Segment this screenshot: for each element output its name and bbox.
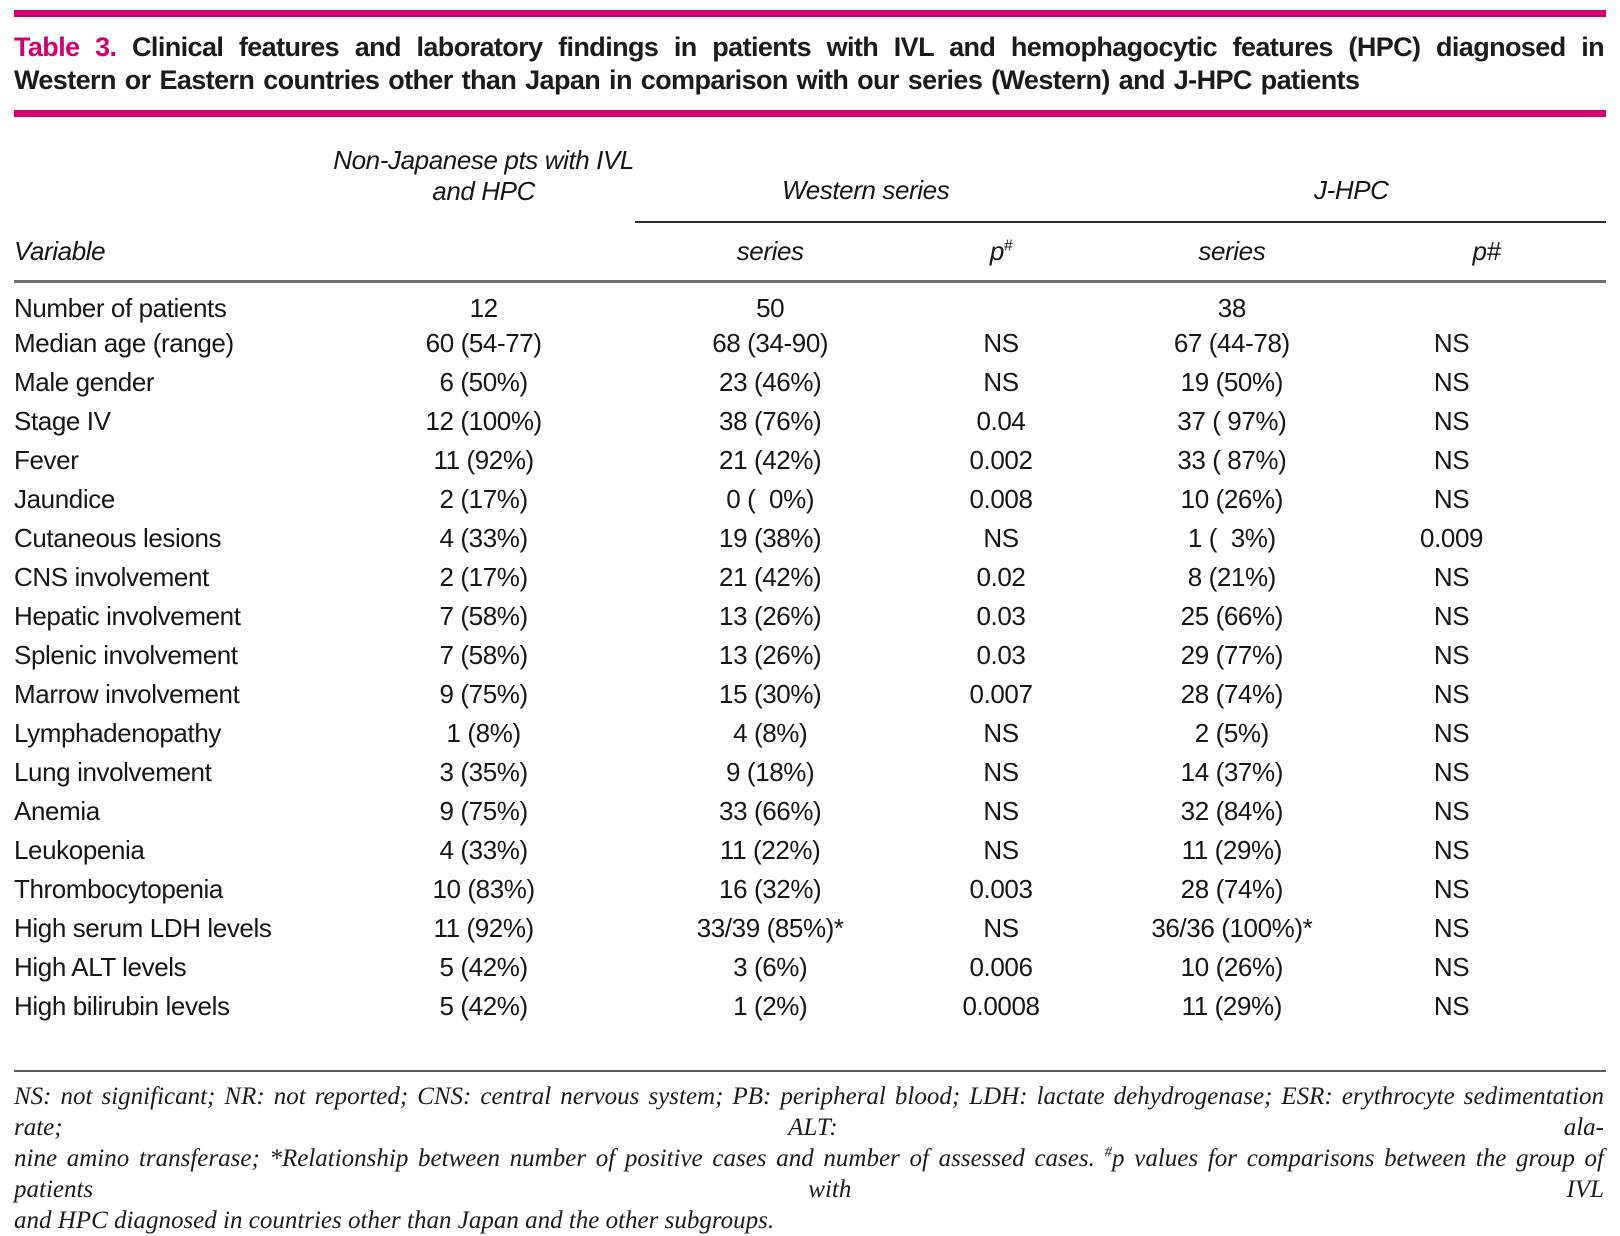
table-row xyxy=(14,675,1606,714)
western-series-value-cell: 15 (30%) xyxy=(719,679,822,709)
jhpc-series-value-cell: 1 ( 3%) xyxy=(1187,523,1276,553)
jhpc-series-value-cell: 32 (84%) xyxy=(1180,796,1283,826)
table-label: Table 3. xyxy=(14,32,117,62)
variable-cell: High serum LDH levels xyxy=(14,913,272,943)
column-header-western-series: series xyxy=(635,222,906,282)
jhpc-series-value-cell: 29 (77%) xyxy=(1180,640,1283,670)
western-series-value-cell: 23 (46%) xyxy=(719,367,822,397)
variable-cell: Splenic involvement xyxy=(14,640,238,670)
western-p-value-cell: 0.006 xyxy=(969,952,1033,982)
footnote-line-1: NS: not significant; NR: not reported; CNS: central nervous system; PB: peripheral blood; LDH: lactate dehydrogenase; ESR: erythrocyte sedimentation rate; ALT: ala- xyxy=(14,1083,1604,1141)
jhpc-p-value-cell: NS xyxy=(1433,601,1470,631)
western-p-value-cell: NS xyxy=(983,796,1019,826)
western-p-label: p xyxy=(989,236,1004,266)
footnote-line-3: and HPC diagnosed in countries other than Japan and the other subgroups. xyxy=(14,1207,775,1234)
variable-cell: High bilirubin levels xyxy=(14,991,230,1021)
western-series-value-cell: 19 (38%) xyxy=(719,523,822,553)
western-p-value-cell xyxy=(905,282,1096,325)
non-japanese-value-cell: 5 (42%) xyxy=(439,952,528,982)
western-series-value-cell: 1 (2%) xyxy=(733,991,808,1021)
variable-cell: Hepatic involvement xyxy=(14,601,241,631)
western-p-value-cell: 0.003 xyxy=(969,874,1033,904)
non-japanese-value-cell: 6 (50%) xyxy=(439,367,528,397)
non-japanese-value-cell: 12 (100%) xyxy=(425,406,542,436)
group-header-spacer xyxy=(14,123,332,222)
western-series-value-cell: 3 (6%) xyxy=(733,952,808,982)
jhpc-series-value-cell: 8 (21%) xyxy=(1187,562,1276,592)
non-japanese-value-cell: 4 (33%) xyxy=(439,835,528,865)
western-p-value-cell: NS xyxy=(983,367,1019,397)
jhpc-p-value-cell: NS xyxy=(1433,718,1470,748)
non-japanese-value-cell: 11 (92%) xyxy=(433,445,534,475)
jhpc-series-value-cell: 37 ( 97%) xyxy=(1177,406,1287,436)
variable-cell: Lung involvement xyxy=(14,757,212,787)
jhpc-p-value-cell: NS xyxy=(1433,913,1470,943)
caption-accent-rule xyxy=(14,110,1606,117)
footnote-line-2 xyxy=(14,1143,1604,1205)
jhpc-p-value-cell: NS xyxy=(1433,328,1470,358)
table-caption xyxy=(14,31,1604,97)
jhpc-series-value-cell: 11 (29%) xyxy=(1181,991,1283,1021)
variable-cell: High ALT levels xyxy=(14,952,187,982)
jhpc-series-value-cell: 36/36 (100%)* xyxy=(1151,913,1313,943)
jhpc-p-value-cell xyxy=(1367,282,1606,325)
column-header-nonjapanese-spacer xyxy=(332,222,634,282)
column-header-variable: Variable xyxy=(14,222,332,282)
non-japanese-value-cell: 2 (17%) xyxy=(439,484,528,514)
non-japanese-value-cell: 9 (75%) xyxy=(439,679,528,709)
non-japanese-value-cell: 12 xyxy=(469,293,498,323)
non-japanese-value-cell: 7 (58%) xyxy=(439,601,528,631)
jhpc-p-value-cell: NS xyxy=(1433,679,1470,709)
western-p-value-cell: NS xyxy=(983,718,1019,748)
western-series-value-cell: 4 (8%) xyxy=(733,718,808,748)
column-header-jhpc-series: series xyxy=(1097,222,1368,282)
jhpc-series-value-cell: 2 (5%) xyxy=(1194,718,1269,748)
western-series-value-cell: 68 (34-90) xyxy=(712,328,829,358)
jhpc-p-value-cell: NS xyxy=(1433,874,1470,904)
table-row xyxy=(14,519,1606,558)
non-japanese-value-cell: 1 (8%) xyxy=(446,718,521,748)
western-series-value-cell: 38 (76%) xyxy=(719,406,822,436)
non-japanese-value-cell: 10 (83%) xyxy=(432,874,535,904)
jhpc-p-value-cell: NS xyxy=(1433,991,1470,1021)
non-japanese-value-cell: 2 (17%) xyxy=(439,562,528,592)
western-series-value-cell: 11 (22%) xyxy=(719,835,821,865)
group-header-western-series: Western series xyxy=(635,123,1097,222)
jhpc-series-value-cell: 33 ( 87%) xyxy=(1177,445,1287,475)
jhpc-series-value-cell: 67 (44-78) xyxy=(1173,328,1290,358)
variable-cell: Median age (range) xyxy=(14,328,234,358)
variable-cell: Thrombocytopenia xyxy=(14,874,223,904)
western-series-value-cell: 13 (26%) xyxy=(719,640,822,670)
western-p-value-cell: 0.04 xyxy=(976,406,1026,436)
table-row xyxy=(14,558,1606,597)
table-row xyxy=(14,831,1606,870)
table-row xyxy=(14,870,1606,909)
table-header xyxy=(14,123,1606,282)
table-title: Clinical features and laboratory findings in patients with IVL and hemophagocytic features (HPC) diagnosed in Western or Eastern countries other than Japan in comparison with our series (Western) and J-HPC patients xyxy=(14,32,1605,95)
jhpc-series-value-cell: 10 (26%) xyxy=(1180,952,1283,982)
variable-cell: Number of patients xyxy=(14,293,227,323)
jhpc-p-value-cell: NS xyxy=(1433,562,1470,592)
column-header-jhpc-p: p# xyxy=(1367,222,1606,282)
western-series-value-cell: 21 (42%) xyxy=(719,562,822,592)
group-header-non-japanese: Non-Japanese pts with IVL and HPC xyxy=(333,145,634,206)
group-header-jhpc: J-HPC xyxy=(1097,123,1606,222)
jhpc-p-value-cell: NS xyxy=(1433,796,1470,826)
non-japanese-value-cell: 3 (35%) xyxy=(439,757,528,787)
jhpc-series-value-cell: 11 (29%) xyxy=(1181,835,1283,865)
clinical-features-table xyxy=(14,123,1606,1026)
variable-cell: Marrow involvement xyxy=(14,679,240,709)
table-row xyxy=(14,597,1606,636)
variable-cell: Stage IV xyxy=(14,406,111,436)
western-p-value-cell: 0.0008 xyxy=(962,991,1040,1021)
jhpc-p-value-cell: NS xyxy=(1433,757,1470,787)
western-series-value-cell: 21 (42%) xyxy=(719,445,822,475)
western-p-value-cell: 0.007 xyxy=(969,679,1033,709)
jhpc-p-value-cell: NS xyxy=(1433,640,1470,670)
jhpc-p-value-cell: NS xyxy=(1433,445,1470,475)
western-p-value-cell: NS xyxy=(983,328,1019,358)
non-japanese-value-cell: 9 (75%) xyxy=(439,796,528,826)
western-series-value-cell: 16 (32%) xyxy=(719,874,822,904)
variable-cell: Cutaneous lesions xyxy=(14,523,222,553)
jhpc-series-value-cell: 14 (37%) xyxy=(1180,757,1283,787)
table-footnote xyxy=(14,1070,1606,1236)
group-header-row xyxy=(14,123,1606,222)
jhpc-p-value-cell: NS xyxy=(1433,835,1470,865)
table-row xyxy=(14,714,1606,753)
western-p-value-cell: NS xyxy=(983,523,1019,553)
jhpc-series-value-cell: 25 (66%) xyxy=(1180,601,1283,631)
variable-cell: Male gender xyxy=(14,367,155,397)
western-p-value-cell: NS xyxy=(983,835,1019,865)
western-series-value-cell: 50 xyxy=(756,293,785,323)
variable-cell: Fever xyxy=(14,445,79,475)
jhpc-p-value-cell: NS xyxy=(1433,952,1470,982)
table-row xyxy=(14,792,1606,831)
variable-cell: Anemia xyxy=(14,796,100,826)
non-japanese-value-cell: 5 (42%) xyxy=(439,991,528,1021)
table-row xyxy=(14,402,1606,441)
jhpc-series-value-cell: 19 (50%) xyxy=(1180,367,1283,397)
jhpc-series-value-cell: 10 (26%) xyxy=(1180,484,1283,514)
western-series-value-cell: 13 (26%) xyxy=(719,601,822,631)
table-row xyxy=(14,363,1606,402)
table-body xyxy=(14,282,1606,1027)
non-japanese-value-cell: 11 (92%) xyxy=(433,913,534,943)
jhpc-series-value-cell: 38 xyxy=(1217,293,1246,323)
jhpc-p-value-cell: NS xyxy=(1433,406,1470,436)
variable-cell: Leukopenia xyxy=(14,835,145,865)
western-p-value-cell: 0.002 xyxy=(969,445,1033,475)
footnote-hash-superscript: # xyxy=(1104,1144,1113,1161)
table-row xyxy=(14,987,1606,1026)
column-header-western-p xyxy=(905,222,1096,282)
table-row xyxy=(14,753,1606,792)
footnote-line-2-tail: p values for comparisons between the group of patients with IVL xyxy=(14,1145,1604,1203)
jhpc-p-value-cell: 0.009 xyxy=(1420,523,1484,553)
table-row xyxy=(14,324,1606,363)
table-row xyxy=(14,948,1606,987)
western-p-value-cell: 0.03 xyxy=(976,640,1026,670)
top-accent-rule xyxy=(14,10,1606,17)
western-p-value-cell: 0.03 xyxy=(976,601,1026,631)
western-p-value-cell: 0.008 xyxy=(969,484,1033,514)
western-p-value-cell: NS xyxy=(983,757,1019,787)
western-p-hash-superscript: # xyxy=(1003,237,1013,255)
non-japanese-value-cell: 4 (33%) xyxy=(439,523,528,553)
variable-cell: Lymphadenopathy xyxy=(14,718,221,748)
variable-cell: Jaundice xyxy=(14,484,115,514)
variable-cell: CNS involvement xyxy=(14,562,209,592)
table-row xyxy=(14,480,1606,519)
footnote-line-2-text: nine amino transferase; *Relationship between number of positive cases and number of assessed cases. xyxy=(14,1145,1105,1172)
jhpc-p-value-cell: NS xyxy=(1433,484,1470,514)
table-row xyxy=(14,909,1606,948)
non-japanese-value-cell: 7 (58%) xyxy=(439,640,528,670)
western-p-value-cell: 0.02 xyxy=(976,562,1026,592)
jhpc-series-value-cell: 28 (74%) xyxy=(1180,679,1283,709)
western-series-value-cell: 33/39 (85%)* xyxy=(696,913,844,943)
western-series-value-cell: 0 ( 0%) xyxy=(726,484,815,514)
column-header-row xyxy=(14,222,1606,282)
western-p-value-cell: NS xyxy=(983,913,1019,943)
table-row xyxy=(14,282,1606,325)
non-japanese-value-cell: 60 (54-77) xyxy=(425,328,542,358)
table-row xyxy=(14,441,1606,480)
table-row xyxy=(14,636,1606,675)
western-series-value-cell: 9 (18%) xyxy=(726,757,815,787)
jhpc-p-value-cell: NS xyxy=(1433,367,1470,397)
jhpc-series-value-cell: 28 (74%) xyxy=(1180,874,1283,904)
western-series-value-cell: 33 (66%) xyxy=(719,796,822,826)
